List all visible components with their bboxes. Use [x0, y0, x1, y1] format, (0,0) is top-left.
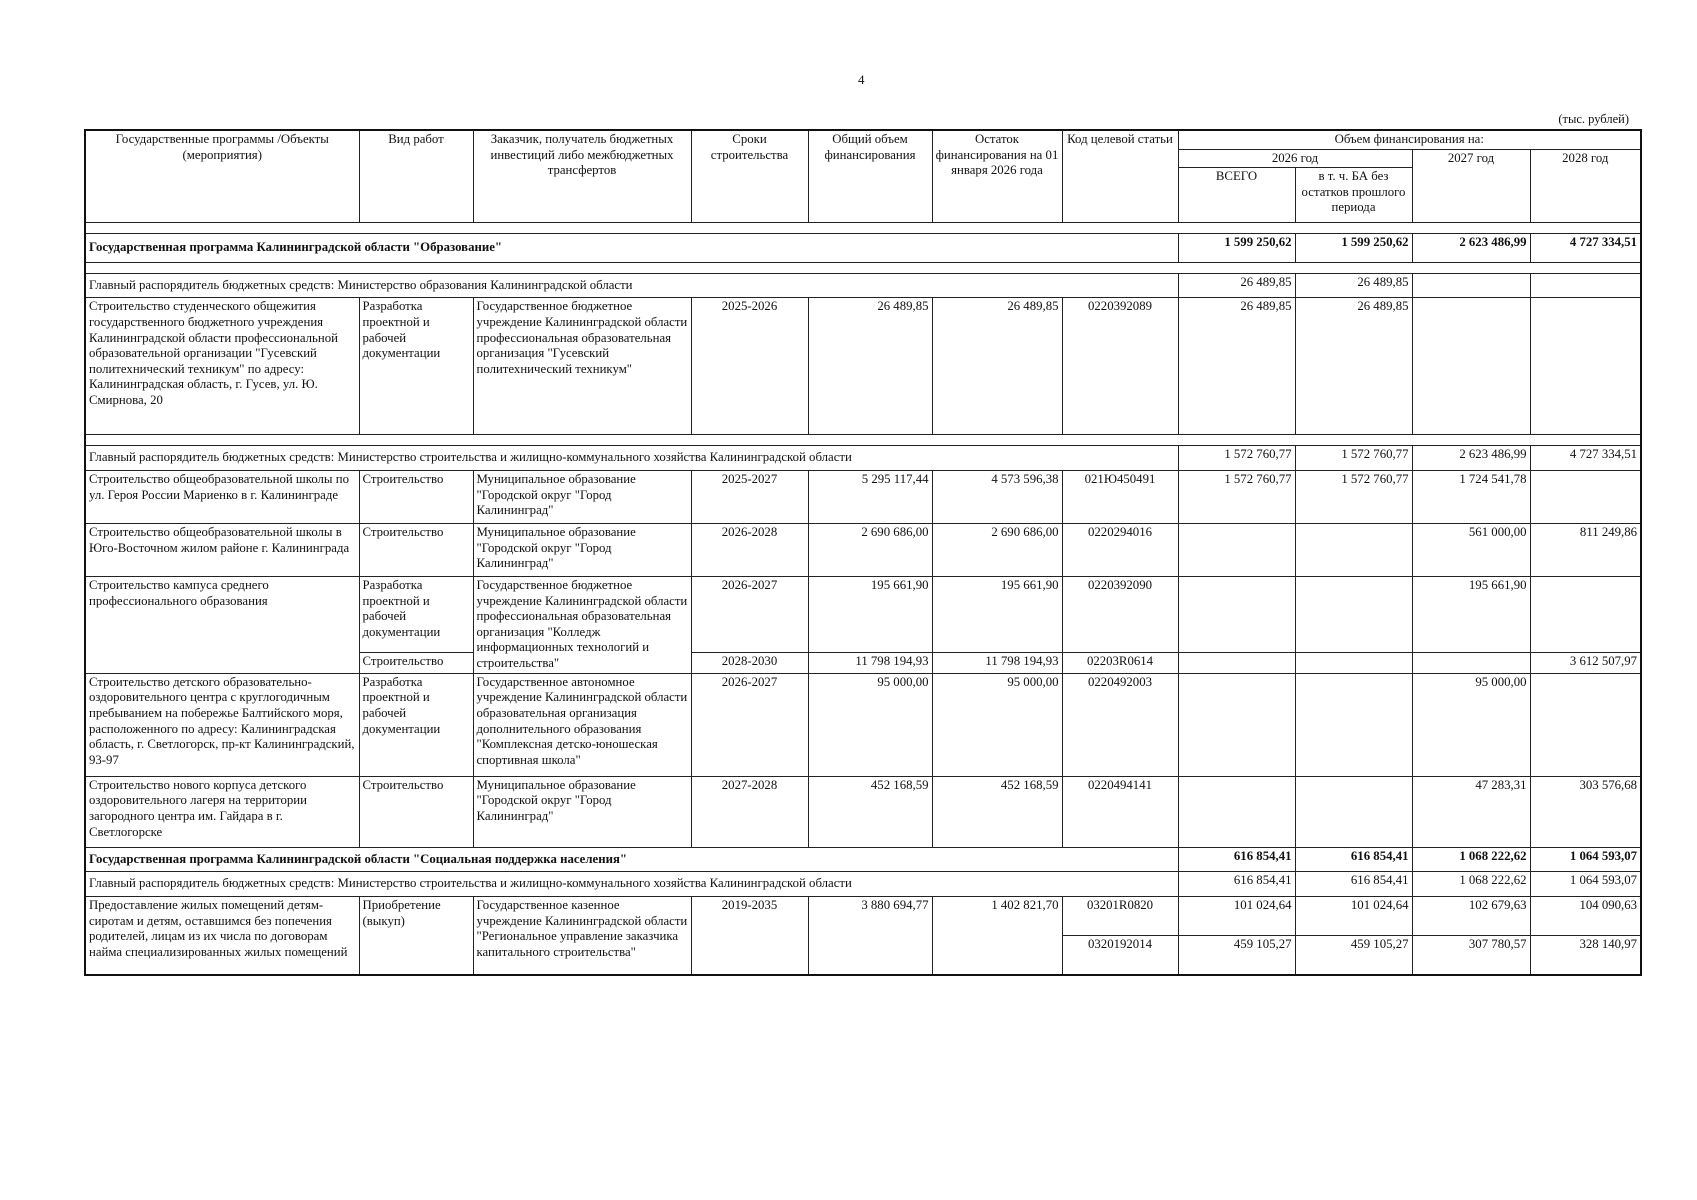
value-ba: 26 489,85 [1295, 298, 1412, 435]
object-row [85, 524, 1641, 577]
object-name: Строительство нового корпуса детского оздоровительного лагеря на территории загородного центра им. Гайдара в г. Светлогорске [85, 776, 359, 847]
code: 0220392090 [1062, 577, 1178, 653]
code: 0220494141 [1062, 776, 1178, 847]
object-row [85, 896, 1641, 935]
remain: 4 573 596,38 [932, 471, 1062, 524]
remain: 452 168,59 [932, 776, 1062, 847]
work-type: Разработка проектной и рабочей документации [359, 298, 473, 435]
header-code: Код целевой статьи [1062, 130, 1178, 223]
header-2027: 2027 год [1412, 149, 1530, 223]
value-2028: 4 727 334,51 [1530, 234, 1641, 263]
units-label: (тыс. рублей) [1558, 112, 1629, 126]
customer: Муниципальное образование "Городской округ "Город Калининград" [473, 524, 691, 577]
grbs-title: Главный распорядитель бюджетных средств: Министерство строительства и жилищно-коммунального хозяйства Калининградской области [85, 872, 1178, 897]
remain: 2 690 686,00 [932, 524, 1062, 577]
header-customer: Заказчик, получатель бюджетных инвестиций либо межбюджетных трансфертов [473, 130, 691, 223]
total: 11 798 194,93 [808, 652, 932, 673]
work-type: Строительство [359, 524, 473, 577]
value-all [1178, 577, 1295, 653]
value-2027: 102 679,63 [1412, 896, 1530, 935]
value-ba [1295, 776, 1412, 847]
total: 195 661,90 [808, 577, 932, 653]
value-2027: 1 068 222,62 [1412, 872, 1530, 897]
separator [85, 223, 1641, 234]
total: 452 168,59 [808, 776, 932, 847]
value-ba: 459 105,27 [1295, 935, 1412, 975]
value-ba: 616 854,41 [1295, 872, 1412, 897]
customer: Муниципальное образование "Городской округ "Город Калининград" [473, 776, 691, 847]
customer: Государственное бюджетное учреждение Калининградской области профессиональная образовательная организация "Гусевский политехнический техникум" [473, 298, 691, 435]
object-name: Строительство студенческого общежития государственного бюджетного учреждения Калининградской области профессиональной образовательной организации "Гусевский политехнический техникум" по адресу: Калининградская область, г. Гусев, ул. Ю. Смирнова, 20 [85, 298, 359, 435]
terms: 2026-2027 [691, 577, 808, 653]
value-2027: 1 724 541,78 [1412, 471, 1530, 524]
header-work: Вид работ [359, 130, 473, 223]
header-remain: Остаток финансирования на 01 января 2026 года [932, 130, 1062, 223]
object-row [85, 577, 1641, 653]
value-ba [1295, 524, 1412, 577]
terms: 2027-2028 [691, 776, 808, 847]
object-name: Строительство общеобразовательной школы по ул. Героя России Мариенко в г. Калининграде [85, 471, 359, 524]
object-row [85, 471, 1641, 524]
value-all [1178, 524, 1295, 577]
value-2028 [1530, 298, 1641, 435]
work-type: Разработка проектной и рабочей документации [359, 577, 473, 653]
financing-table [84, 129, 1642, 976]
page-number: 4 [858, 72, 865, 87]
value-2028: 303 576,68 [1530, 776, 1641, 847]
value-all: 459 105,27 [1178, 935, 1295, 975]
terms: 2028-2030 [691, 652, 808, 673]
code: 021Ю450491 [1062, 471, 1178, 524]
value-all [1178, 673, 1295, 776]
object-name: Предоставление жилых помещений детям-сиротам и детям, оставшимся без попечения родителей, лицам из их числа по договорам найма специализированных жилых помещений [85, 896, 359, 975]
value-all: 26 489,85 [1178, 273, 1295, 298]
terms: 2026-2027 [691, 673, 808, 776]
value-2028: 811 249,86 [1530, 524, 1641, 577]
customer: Государственное казенное учреждение Калининградской области "Региональное управление заказчика капитального строительства" [473, 896, 691, 975]
customer: Государственное бюджетное учреждение Калининградской области профессиональная образовательная организация "Колледж информационных технологий и строительства" [473, 577, 691, 674]
value-all: 1 572 760,77 [1178, 446, 1295, 471]
work-type: Приобретение (выкуп) [359, 896, 473, 975]
value-2028 [1530, 471, 1641, 524]
value-ba: 101 024,64 [1295, 896, 1412, 935]
value-2028 [1530, 673, 1641, 776]
value-2027 [1412, 298, 1530, 435]
value-ba [1295, 652, 1412, 673]
value-ba: 26 489,85 [1295, 273, 1412, 298]
value-2027: 307 780,57 [1412, 935, 1530, 975]
value-2027: 2 623 486,99 [1412, 446, 1530, 471]
code: 0220294016 [1062, 524, 1178, 577]
object-name: Строительство кампуса среднего профессионального образования [85, 577, 359, 674]
value-ba: 1 599 250,62 [1295, 234, 1412, 263]
value-all: 1 572 760,77 [1178, 471, 1295, 524]
value-2027: 95 000,00 [1412, 673, 1530, 776]
value-2027: 195 661,90 [1412, 577, 1530, 653]
value-ba [1295, 577, 1412, 653]
total: 95 000,00 [808, 673, 932, 776]
value-2028 [1530, 577, 1641, 653]
remain: 195 661,90 [932, 577, 1062, 653]
remain: 1 402 821,70 [932, 896, 1062, 975]
value-2028: 1 064 593,07 [1530, 847, 1641, 872]
terms: 2019-2035 [691, 896, 808, 975]
code: 0220492003 [1062, 673, 1178, 776]
terms: 2026-2028 [691, 524, 808, 577]
value-2028: 104 090,63 [1530, 896, 1641, 935]
value-ba: 616 854,41 [1295, 847, 1412, 872]
program-row [85, 847, 1641, 872]
value-ba [1295, 673, 1412, 776]
value-all [1178, 776, 1295, 847]
program-row [85, 234, 1641, 263]
value-all: 1 599 250,62 [1178, 234, 1295, 263]
header-program: Государственные программы /Объекты (мероприятия) [85, 130, 359, 223]
header-row-1 [85, 130, 1641, 149]
terms: 2025-2026 [691, 298, 808, 435]
value-2028: 3 612 507,97 [1530, 652, 1641, 673]
value-2027: 1 068 222,62 [1412, 847, 1530, 872]
code: 0220392089 [1062, 298, 1178, 435]
total: 2 690 686,00 [808, 524, 932, 577]
value-all: 616 854,41 [1178, 872, 1295, 897]
work-type: Строительство [359, 776, 473, 847]
value-2027: 47 283,31 [1412, 776, 1530, 847]
remain: 11 798 194,93 [932, 652, 1062, 673]
value-all: 101 024,64 [1178, 896, 1295, 935]
object-name: Строительство детского образовательно-оздоровительного центра с круглогодичным пребыванием на побережье Балтийского моря, расположенного по адресу: Калининградская область, г. Светлогорск, пр-кт Калининградский, 93-97 [85, 673, 359, 776]
work-type: Строительство [359, 471, 473, 524]
value-2028: 1 064 593,07 [1530, 872, 1641, 897]
value-2027 [1412, 652, 1530, 673]
value-ba: 1 572 760,77 [1295, 446, 1412, 471]
total: 5 295 117,44 [808, 471, 932, 524]
header-terms: Сроки строительства [691, 130, 808, 223]
value-2028: 328 140,97 [1530, 935, 1641, 975]
grbs-row [85, 446, 1641, 471]
header-funding: Объем финансирования на: [1178, 130, 1641, 149]
terms: 2025-2027 [691, 471, 808, 524]
object-row [85, 298, 1641, 435]
grbs-row [85, 872, 1641, 897]
value-2027: 2 623 486,99 [1412, 234, 1530, 263]
value-all [1178, 652, 1295, 673]
customer: Муниципальное образование "Городской округ "Город Калининград" [473, 471, 691, 524]
remain: 26 489,85 [932, 298, 1062, 435]
total: 26 489,85 [808, 298, 932, 435]
separator [85, 262, 1641, 273]
grbs-row [85, 273, 1641, 298]
value-all: 26 489,85 [1178, 298, 1295, 435]
header-ba: в т. ч. БА без остатков прошлого периода [1295, 168, 1412, 223]
code: 03201R0820 [1062, 896, 1178, 935]
code: 02203R0614 [1062, 652, 1178, 673]
total: 3 880 694,77 [808, 896, 932, 975]
value-2027: 561 000,00 [1412, 524, 1530, 577]
value-2028: 4 727 334,51 [1530, 446, 1641, 471]
header-2028: 2028 год [1530, 149, 1641, 223]
header-total: Общий объем финансирования [808, 130, 932, 223]
value-ba: 1 572 760,77 [1295, 471, 1412, 524]
code: 0320192014 [1062, 935, 1178, 975]
remain: 95 000,00 [932, 673, 1062, 776]
work-type: Разработка проектной и рабочей документации [359, 673, 473, 776]
object-row [85, 673, 1641, 776]
program-title: Государственная программа Калининградской области "Образование" [85, 234, 1178, 263]
value-2028 [1530, 273, 1641, 298]
value-all: 616 854,41 [1178, 847, 1295, 872]
work-type: Строительство [359, 652, 473, 673]
separator [85, 435, 1641, 446]
grbs-title: Главный распорядитель бюджетных средств: Министерство образования Калининградской области [85, 273, 1178, 298]
object-name: Строительство общеобразовательной школы в Юго-Восточном жилом районе г. Калининграда [85, 524, 359, 577]
header-all: ВСЕГО [1178, 168, 1295, 223]
object-row [85, 776, 1641, 847]
value-2027 [1412, 273, 1530, 298]
header-2026: 2026 год [1178, 149, 1412, 168]
program-title: Государственная программа Калининградской области "Социальная поддержка населения" [85, 847, 1178, 872]
customer: Государственное автономное учреждение Калининградской области образовательная организация дополнительного образования "Комплексная детско-юношеская спортивная школа" [473, 673, 691, 776]
grbs-title: Главный распорядитель бюджетных средств: Министерство строительства и жилищно-коммунального хозяйства Калининградской области [85, 446, 1178, 471]
